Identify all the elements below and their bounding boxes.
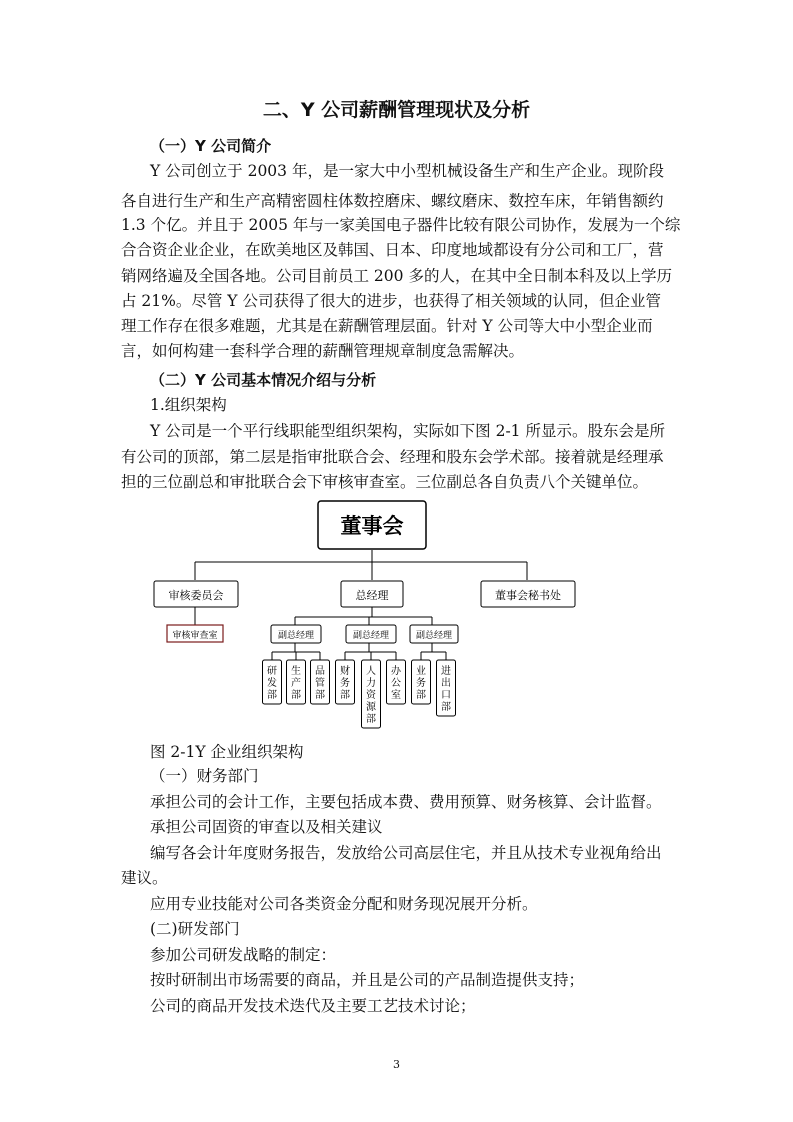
text-line: 合合资企业企业，在欧美地区及韩国、日本、印度地域都设有分公司和工厂，营 [121,241,664,259]
subsection-heading: 1.组织架构 [150,396,227,414]
text-line: Y 公司是一个平行线职能型组织架构，实际如下图 2-1 所显示。股东会是所 [150,422,665,440]
section-heading-basic: （二）Y 公司基本情况介绍与分析 [150,371,377,389]
finance-heading: （一）财务部门 [150,767,259,785]
org-label-audit-office: 审核审查室 [172,631,218,641]
rnd-heading: (二)研发部门 [150,920,240,938]
org-label-dept: 财务部 [340,666,350,701]
page-number: 3 [393,1058,400,1071]
org-label-dept: 进出口部 [441,666,451,713]
org-label-dept: 品管部 [315,666,325,701]
text-line: 理工作存在很多难题，尤其是在薪酬管理层面。针对 Y 公司等大中小型企业而 [121,317,653,335]
org-label-dept: 业务部 [416,666,426,701]
org-label-vp-3: 副总经理 [415,631,453,641]
text-line: 按时研制出市场需要的商品，并且是公司的产品制造提供支持； [150,971,585,989]
text-line: 编写各会计年度财务报告，发放给公司高层住宅，并且从技术专业视角给出 [150,844,662,862]
text-line: 公司的商品开发技术迭代及主要工艺技术讨论； [150,997,476,1015]
section-heading-intro: （一）Y 公司简介 [150,137,272,155]
text-line: 担的三位副总和审批联合会下审核审查室。三位副总各自负责八个关键单位。 [121,473,649,491]
text-line: 应用专业技能对公司各类资金分配和财务现况展开分析。 [150,895,538,913]
org-label-dept: 生产部 [291,666,301,701]
text-line: 有公司的顶部，第二层是指审批联合会、经理和股东会学术部。接着就是经理承 [121,448,664,466]
text-line: 建议。 [121,869,168,887]
org-label-board-secretariat: 董事会秘书处 [495,589,561,602]
text-line: 参加公司研发战略的制定： [150,946,337,964]
org-departments [263,660,456,728]
org-label-dept: 研发部 [267,666,277,701]
org-label-dept: 办公室 [391,666,401,701]
figure-caption: 图 2-1Y 企业组织架构 [150,743,304,761]
org-label-vp-2: 副总经理 [352,631,390,641]
text-line: 承担公司的会计工作，主要包括成本费、费用预算、财务核算、会计监督。 [150,793,662,811]
org-label-vp-1: 副总经理 [277,631,315,641]
text-line: 1.3 个亿。并且于 2005 年与一家美国电子器件比较有限公司协作，发展为一个综 [121,216,681,234]
org-label-audit-committee: 审核委员会 [168,589,224,602]
org-label-general-manager: 总经理 [355,589,389,602]
text-line: 言，如何构建一套科学合理的薪酬管理规章制度急需解决。 [121,342,525,360]
text-line: Y 公司创立于 2003 年，是一家大中小型机械设备生产和生产企业。现阶段 [150,162,664,180]
text-line: 各自进行生产和生产高精密圆柱体数控磨床、螺纹磨床、数控车床，年销售额约 [121,192,664,210]
org-label-dept: 人力资源部 [366,666,376,725]
text-line: 承担公司固资的审查以及相关建议 [150,818,383,836]
text-line: 占 21%。尽管 Y 公司获得了很大的进步，也获得了相关领域的认同，但企业管 [121,292,661,310]
page-title: 二、Y 公司薪酬管理现状及分析 [262,99,531,121]
text-line: 销网络遍及全国各地。公司目前员工 200 多的人，在其中全日制本科及以上学历 [121,267,672,285]
org-label-board: 董事会 [340,514,404,538]
